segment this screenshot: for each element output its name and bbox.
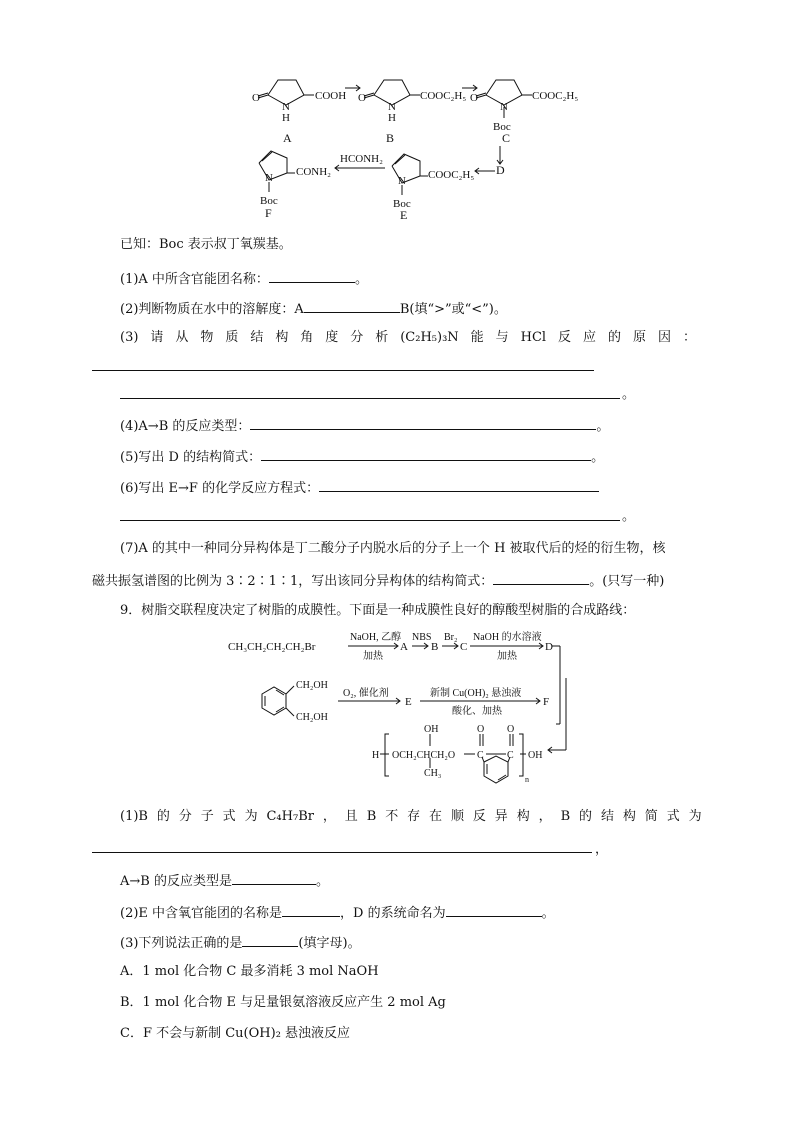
question-4-end: 。 — [596, 419, 610, 434]
reagent-4-top: NaOH 的水溶液 — [473, 632, 542, 643]
polymer-C2: C — [507, 750, 514, 761]
answer-blank-4[interactable] — [250, 415, 596, 430]
scheme2-A: A — [400, 641, 408, 653]
answer-blank-p1c[interactable] — [232, 870, 316, 885]
diol-group-1: CH₂OH — [296, 680, 328, 691]
reagent-6-top: 新制 Cu(OH)₂ 悬浊液 — [430, 688, 522, 699]
E-boc: Boc — [393, 198, 411, 210]
part-1-token: 异 — [494, 809, 508, 824]
synthesis-scheme-2 — [0, 626, 794, 796]
question-3-token: 能 — [470, 330, 484, 345]
question-6-text: (6)写出 E→F 的化学反应方程式： — [120, 481, 320, 496]
option-C[interactable]: C．F 不会与新制 Cu(OH)₂ 悬浊液反应 — [120, 1026, 351, 1041]
part-1-token: 构 — [622, 809, 636, 824]
B-hydrogen: H — [388, 112, 396, 124]
compound-B-label: B — [386, 131, 395, 145]
polymer-O1: O — [477, 724, 485, 735]
question-2-end: B(填“>”或“<”)。 — [399, 302, 507, 317]
question-3-token: 与 — [495, 330, 509, 345]
question-6 — [120, 477, 599, 498]
part-1-token: 分 — [178, 809, 192, 824]
compound-A-label: A — [283, 131, 292, 145]
reagent-4-bottom: 加热 — [497, 651, 517, 662]
polymer-n: n — [525, 775, 529, 784]
A-oxygen: O — [252, 92, 260, 104]
question-3-token: 角 — [300, 330, 314, 345]
question-3-token: 应 — [583, 330, 597, 345]
compound-F-label: F — [265, 206, 272, 220]
part-1c-end: 。 — [315, 874, 329, 889]
answer-blank-p3[interactable] — [242, 932, 298, 947]
part-1-token: 的 — [579, 809, 593, 824]
reagent-E-to-F: HCONH₂ — [340, 153, 383, 165]
part-1-reaction-type — [120, 870, 329, 891]
answer-line-3b[interactable] — [120, 398, 620, 399]
question-3-token: 物 — [200, 330, 214, 345]
part-1-token: 为 — [244, 809, 258, 824]
question-3-token: ： — [682, 330, 696, 345]
option-A[interactable]: A．1 mol 化合物 C 最多消耗 3 mol NaOH — [120, 964, 379, 979]
part-1-token: C₄H₇Br — [266, 809, 314, 824]
part-1-token: B — [366, 809, 377, 824]
part-1-token: 不 — [385, 809, 399, 824]
part-1-token: 结 — [600, 809, 614, 824]
B-substituent: COOC₂H₅ — [420, 90, 467, 102]
question-2 — [120, 298, 507, 319]
polymer-O2: O — [507, 724, 515, 735]
part-1-token: 存 — [407, 809, 421, 824]
answer-blank-6a[interactable] — [319, 477, 599, 492]
part-2-text: (2)E 中含氧官能团的名称是 — [120, 906, 283, 921]
part-1-token: 在 — [429, 809, 443, 824]
B-oxygen: O — [358, 92, 366, 104]
compound-D-label: D — [496, 163, 505, 177]
A-nitrogen: N — [282, 101, 290, 113]
question-4 — [120, 415, 609, 436]
reagent-5: O₂, 催化剂 — [343, 688, 389, 699]
compound-C-label: C — [502, 131, 511, 145]
question-3 — [120, 329, 696, 347]
scheme2-E: E — [405, 696, 412, 708]
option-B[interactable]: B．1 mol 化合物 E 与足量银氨溶液反应产生 2 mol Ag — [120, 995, 446, 1010]
B-nitrogen: N — [388, 101, 396, 113]
question-3-token: 的 — [608, 330, 622, 345]
part-1-token: 构 — [516, 809, 530, 824]
answer-blank-p2b[interactable] — [446, 902, 542, 917]
part-2-question — [120, 902, 555, 923]
comma-p1: ， — [595, 842, 609, 857]
question-7-text: 磁共振氢谱图的比例为 3∶2∶1∶1，写出该同分异构体的结构简式： — [92, 574, 494, 589]
reagent-NBS: NBS — [412, 632, 432, 643]
scheme2-F: F — [543, 696, 550, 708]
C-nitrogen: N — [500, 101, 508, 113]
C-boc: Boc — [493, 121, 511, 133]
question-3-token: 结 — [250, 330, 264, 345]
part-1-token: 顺 — [450, 809, 464, 824]
question-3-token: 质 — [225, 330, 239, 345]
part-1-token: ， — [538, 809, 552, 824]
part-3-text: (3)下列说法正确的是 — [120, 936, 243, 951]
polymer-chain: OCH₂CHCH₂O — [392, 750, 456, 761]
E-nitrogen: N — [398, 175, 406, 187]
part-2-end: 。 — [541, 906, 555, 921]
part-1-token: 的 — [156, 809, 170, 824]
known-info: 已知：Boc 表示叔丁氧羰基。 — [120, 237, 292, 252]
scheme2-D: D — [545, 641, 553, 653]
question-5-end: 。 — [591, 450, 605, 465]
polymer-OH: OH — [424, 724, 439, 735]
question-3-token: 构 — [275, 330, 289, 345]
part-3-end: (填字母)。 — [298, 936, 361, 951]
part-1c-text: A→B 的反应类型是 — [120, 874, 232, 889]
A-substituent: COOH — [315, 90, 347, 102]
question-7-line2 — [92, 570, 664, 591]
answer-line-p1[interactable] — [92, 852, 592, 853]
question-3-token: (3) — [120, 330, 139, 345]
scheme2-B: B — [431, 641, 439, 653]
polymer-CH3: CH₃ — [424, 768, 442, 779]
question-3-token: 析 — [375, 330, 389, 345]
question-3-token: 请 — [150, 330, 164, 345]
reagent-Br2: Br₂ — [444, 632, 458, 643]
answer-blank-p2a[interactable] — [282, 902, 340, 917]
question-2-text: (2)判断物质在水中的溶解度：A — [120, 302, 304, 317]
part-1-token: (1)B — [120, 809, 148, 824]
polymer-C1: C — [477, 750, 484, 761]
answer-blank-2[interactable] — [304, 298, 400, 313]
question-3-token: 因 — [657, 330, 671, 345]
polymer-end-OH: OH — [528, 750, 543, 761]
question-1-text: (1)A 中所含官能团名称： — [120, 272, 269, 287]
answer-line-3a[interactable] — [92, 370, 594, 371]
answer-blank-5[interactable] — [261, 446, 591, 461]
reagent-1-top: NaOH, 乙醇 — [350, 632, 402, 643]
part-1-token: 简 — [644, 809, 658, 824]
question-5 — [120, 446, 604, 467]
F-boc: Boc — [260, 195, 278, 207]
question-9-intro: 9．树脂交联程度决定了树脂的成膜性。下面是一种成膜性良好的醇酸型树脂的合成路线： — [120, 603, 636, 618]
question-1-end: 。 — [354, 272, 368, 287]
question-7-end: 。(只写一种) — [589, 574, 665, 589]
diol-group-2: CH₂OH — [296, 712, 328, 723]
question-5-text: (5)写出 D 的结构简式： — [120, 450, 262, 465]
question-3-token: 反 — [558, 330, 572, 345]
question-3-token: 分 — [350, 330, 364, 345]
polymer-H: H — [372, 750, 380, 761]
part-1-token: 式 — [222, 809, 236, 824]
part-3-question — [120, 932, 361, 953]
part-2-mid: ，D 的系统命名为 — [340, 906, 446, 921]
question-7-line1: (7)A 的其中一种同分异构体是丁二酸分子内脱水后的分子上一个 H 被取代后的烃的衍生物，核 — [120, 541, 666, 556]
question-3-token: (C₂H₅)₃N — [400, 330, 459, 345]
F-nitrogen: N — [265, 172, 273, 184]
part-1-token: B — [560, 809, 571, 824]
part-1-token: 为 — [688, 809, 702, 824]
part-1-token: 反 — [472, 809, 486, 824]
A-hydrogen: H — [282, 112, 290, 124]
question-3-token: 原 — [632, 330, 646, 345]
answer-line-6b[interactable] — [120, 520, 620, 521]
C-substituent: COOC₂H₅ — [532, 90, 579, 102]
part-1-token: 且 — [344, 809, 358, 824]
answer-blank-7[interactable] — [493, 570, 589, 585]
question-1 — [120, 268, 368, 289]
question-3-token: 度 — [325, 330, 339, 345]
F-substituent: CONH₂ — [296, 166, 332, 178]
reagent-1-bottom: 加热 — [363, 651, 383, 662]
answer-blank-1[interactable] — [269, 268, 355, 283]
compound-E-label: E — [400, 208, 408, 222]
part-1-question — [120, 808, 702, 826]
C-oxygen: O — [470, 92, 478, 104]
period-3: 。 — [622, 387, 636, 402]
part-1-token: ， — [322, 809, 336, 824]
part-1-token: 子 — [200, 809, 214, 824]
question-4-text: (4)A→B 的反应类型： — [120, 419, 251, 434]
question-3-token: HCl — [520, 330, 547, 345]
reagent-6-bottom: 酸化、加热 — [452, 706, 502, 717]
part-1-token: 式 — [666, 809, 680, 824]
question-3-token: 从 — [175, 330, 189, 345]
synthesis-scheme-1 — [0, 70, 794, 295]
period-6: 。 — [622, 509, 636, 524]
start-material: CH₃CH₂CH₂CH₂Br — [228, 641, 316, 653]
scheme2-C: C — [460, 641, 468, 653]
E-substituent: COOC₂H₅ — [428, 169, 475, 181]
